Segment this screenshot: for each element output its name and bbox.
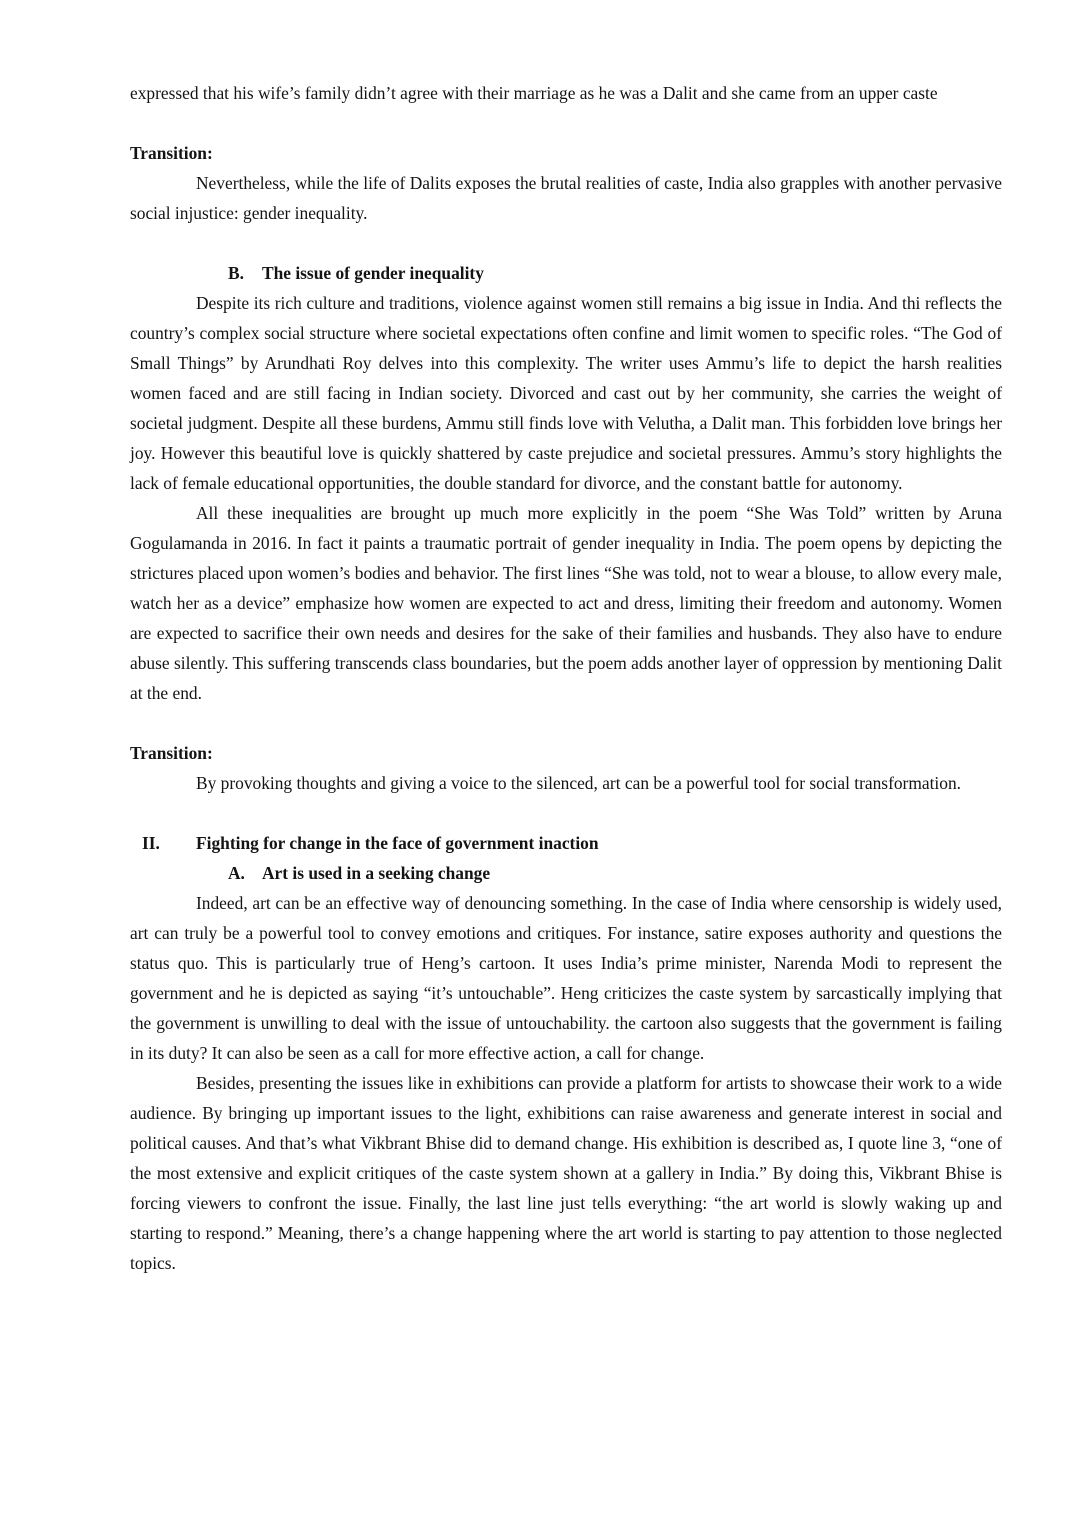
section-b-heading — [228, 258, 1002, 288]
spacer — [130, 228, 1002, 258]
section-ii-heading — [142, 828, 1002, 858]
transition-paragraph: By provoking thoughts and giving a voice to the silenced, art can be a powerful tool for social transformation. — [196, 773, 961, 793]
transition-label: Transition: — [130, 743, 213, 763]
section-b-marker: B. — [228, 263, 244, 283]
section-b-title: The issue of gender inequality — [262, 263, 484, 283]
section-ii-title: Fighting for change in the face of government inaction — [196, 833, 599, 853]
intro-paragraph: expressed that his wife’s family didn’t agree with their marriage as he was a Dalit and she came from an upper caste — [130, 83, 938, 103]
section-ii-a-title: Art is used in a seeking change — [262, 863, 491, 883]
spacer — [130, 108, 1002, 138]
section-ii-a-paragraph-1: Indeed, art can be an effective way of denouncing something. In the case of India where censorship is widely used, art can truly be a powerful tool to convey emotions and critiques. For instance, satire exposes authority and questions the status quo. This is particularly true of Heng’s cartoon. It uses India’s prime minister, Narenda Modi to represent the government and he is depicted as saying “it’s untouchable”. Heng criticizes the caste system by sarcastically implying that the government is unwilling to deal with the issue of untouchability. the cartoon also suggests that the government is failing in its duty? It can also be seen as a call for more effective action, a call for change. — [130, 893, 1002, 1063]
section-b-paragraph-2: All these inequalities are brought up much more explicitly in the poem “She Was Told” written by Aruna Gogulamanda in 2016. In fact it paints a traumatic portrait of gender inequality in India. The poem opens by depicting the strictures placed upon women’s bodies and behavior. The first lines “She was told, not to wear a blouse, to allow every male, watch her as a device” emphasize how women are expected to act and dress, limiting their freedom and autonomy. Women are expected to sacrifice their own needs and desires for the sake of their families and husbands. They also have to endure abuse silently. This suffering transcends class boundaries, but the poem adds another layer of oppression by mentioning Dalit at the end. — [130, 503, 1002, 703]
document-page — [130, 78, 1002, 1278]
transition-paragraph: Nevertheless, while the life of Dalits exposes the brutal realities of caste, India also grapples with another pervasive social injustice: gender inequality. — [130, 173, 1002, 223]
section-ii-a-paragraph-2: Besides, presenting the issues like in exhibitions can provide a platform for artists to showcase their work to a wide audience. By bringing up important issues to the light, exhibitions can raise awareness and generate interest in social and political causes. And that’s what Vikbrant Bhise did to demand change. His exhibition is described as, I quote line 3, “one of the most extensive and explicit critiques of the caste system shown at a gallery in India.” By doing this, Vikbrant Bhise is forcing viewers to confront the issue. Finally, the last line just tells everything: “the art world is slowly waking up and starting to respond.” Meaning, there’s a change happening where the art world is starting to pay attention to those neglected topics. — [130, 1073, 1002, 1273]
section-ii-a-heading — [228, 858, 1002, 888]
spacer — [130, 798, 1002, 828]
section-b-paragraph-1: Despite its rich culture and traditions, violence against women still remains a big issue in India. And thi reflects the country’s complex social structure where societal expectations often confine and limit women to specific roles. “The God of Small Things” by Arundhati Roy delves into this complexity. The writer uses Ammu’s life to depict the harsh realities women faced and are still facing in Indian society. Divorced and cast out by her community, she carries the weight of societal judgment. Despite all these burdens, Ammu still finds love with Velutha, a Dalit man. This forbidden love brings her joy. However this beautiful love is quickly shattered by caste prejudice and societal pressures. Ammu’s story highlights the lack of female educational opportunities, the double standard for divorce, and the constant battle for autonomy. — [130, 293, 1002, 493]
transition-label: Transition: — [130, 143, 213, 163]
section-ii-a-marker: A. — [228, 863, 245, 883]
section-ii-marker: II. — [142, 833, 160, 853]
spacer — [130, 708, 1002, 738]
